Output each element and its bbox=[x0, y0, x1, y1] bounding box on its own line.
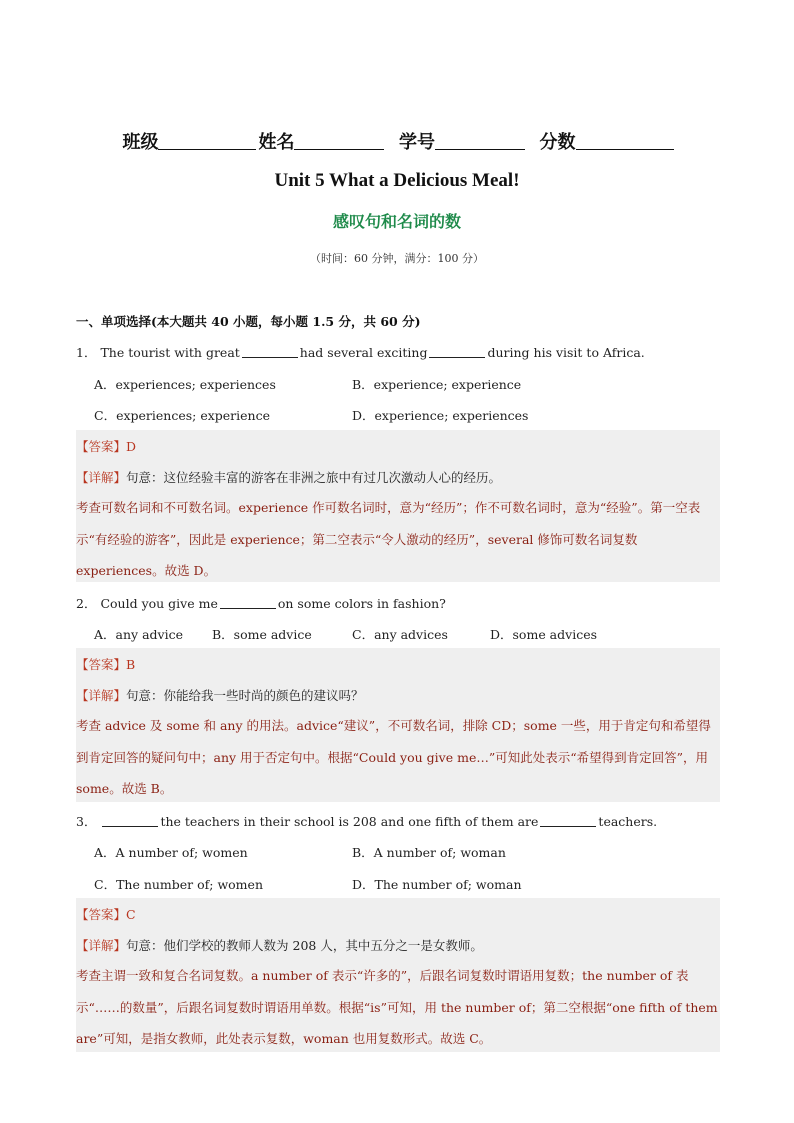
question-1 bbox=[76, 343, 645, 361]
question-text: Could you give me bbox=[100, 596, 218, 611]
score-label: 分数 bbox=[539, 132, 576, 153]
question-text: The tourist with great bbox=[100, 345, 240, 360]
option-c: C．any advices bbox=[352, 627, 448, 642]
explanation: 考查主谓一致和复合名词复数。a number of 表示“许多的”，后跟名词复数时谓语用复数；the number of 表示“……的数量”，后跟名词复数时谓语用单数。根据“is”可知，用 the number of；第二空根据“one fifth of them are”可知，是指女教师，此处表示复数，woman 也用复数形式。故选 C。 bbox=[76, 968, 718, 1046]
question-text: had several exciting bbox=[299, 345, 428, 360]
option-a: A．any advice bbox=[94, 627, 183, 642]
answer-blank bbox=[102, 814, 158, 827]
question-number: 2． bbox=[76, 596, 97, 611]
option-a: A．experiences; experiences bbox=[94, 377, 276, 392]
answer-tag: 【答案】 bbox=[76, 439, 127, 454]
question-2 bbox=[76, 594, 446, 612]
question-text: during his visit to Africa. bbox=[487, 345, 645, 360]
option-b: B．experience; experience bbox=[352, 377, 522, 392]
class-label: 班级 bbox=[122, 132, 159, 153]
question-number: 1． bbox=[76, 345, 97, 360]
answer-blank bbox=[242, 345, 298, 358]
answer-blank bbox=[429, 345, 485, 358]
option-d: D．experience; experiences bbox=[352, 408, 529, 423]
translation: 句意：他们学校的教师人数为 208 人，其中五分之一是女教师。 bbox=[126, 938, 483, 953]
student-info-line bbox=[0, 128, 794, 154]
answer-blank bbox=[220, 596, 276, 609]
question-text: the teachers in their school is 208 and one fifth of them are bbox=[160, 814, 539, 829]
answer-blank bbox=[540, 814, 596, 827]
explanation: 考查可数名词和不可数名词。experience 作可数名词时，意为“经历”；作不可数名词时，意为“经验”。第一空表示“有经验的游客”，因此是 experience；第二空表示“令人激动的经历”，several 修饰可数名词复数 experiences。故选 D。 bbox=[76, 500, 701, 578]
name-blank bbox=[294, 131, 384, 150]
student-id-blank bbox=[435, 131, 525, 150]
explanation: 考查 advice 及 some 和 any 的用法。advice“建议”，不可数名词，排除 CD；some 一些，用于肯定句和希望得到肯定回答的疑问句中；any 用于否定句中。根据“Could you give me…”可知此处表示“希望得到肯定回答”，用 some。故选 B。 bbox=[76, 718, 711, 796]
option-d: D．some advices bbox=[490, 627, 598, 642]
answer-value: D bbox=[126, 439, 137, 454]
score-blank bbox=[576, 131, 674, 150]
detail-line bbox=[76, 686, 364, 704]
answer-tag: 【答案】 bbox=[76, 907, 127, 922]
question-text: teachers. bbox=[598, 814, 658, 829]
answer-tag: 【答案】 bbox=[76, 657, 127, 672]
option-b: B．some advice bbox=[212, 627, 312, 642]
page-subtitle: 感叹句和名词的数 bbox=[332, 212, 461, 231]
option-b: B．A number of; woman bbox=[352, 845, 506, 860]
name-label: 姓名 bbox=[258, 132, 295, 153]
option-d: D．The number of; woman bbox=[352, 877, 522, 892]
detail-tag: 【详解】 bbox=[76, 938, 127, 953]
question-text: on some colors in fashion? bbox=[277, 596, 446, 611]
question-3 bbox=[76, 812, 657, 830]
detail-line bbox=[76, 936, 483, 954]
detail-line bbox=[76, 468, 501, 486]
option-c: C．experiences; experience bbox=[94, 408, 270, 423]
answer-line bbox=[76, 437, 136, 455]
answer-line bbox=[76, 905, 136, 923]
detail-tag: 【详解】 bbox=[76, 470, 127, 485]
option-a: A．A number of; women bbox=[94, 845, 248, 860]
student-id-label: 学号 bbox=[399, 132, 435, 153]
section-heading: 一、单项选择(本大题共 40 小题，每小题 1.5 分，共 60 分) bbox=[76, 314, 421, 329]
page-title: Unit 5 What a Delicious Meal! bbox=[274, 170, 520, 191]
time-info: （时间：60 分钟，满分：100 分） bbox=[310, 252, 484, 265]
option-c: C．The number of; women bbox=[94, 877, 263, 892]
translation: 句意：这位经验丰富的游客在非洲之旅中有过几次激动人心的经历。 bbox=[126, 470, 502, 485]
question-number: 3． bbox=[76, 814, 97, 829]
answer-line bbox=[76, 655, 135, 673]
detail-tag: 【详解】 bbox=[76, 688, 127, 703]
answer-value: C bbox=[126, 907, 136, 922]
class-blank bbox=[158, 131, 256, 150]
translation: 句意：你能给我一些时尚的颜色的建议吗？ bbox=[126, 688, 364, 703]
answer-value: B bbox=[126, 657, 136, 672]
